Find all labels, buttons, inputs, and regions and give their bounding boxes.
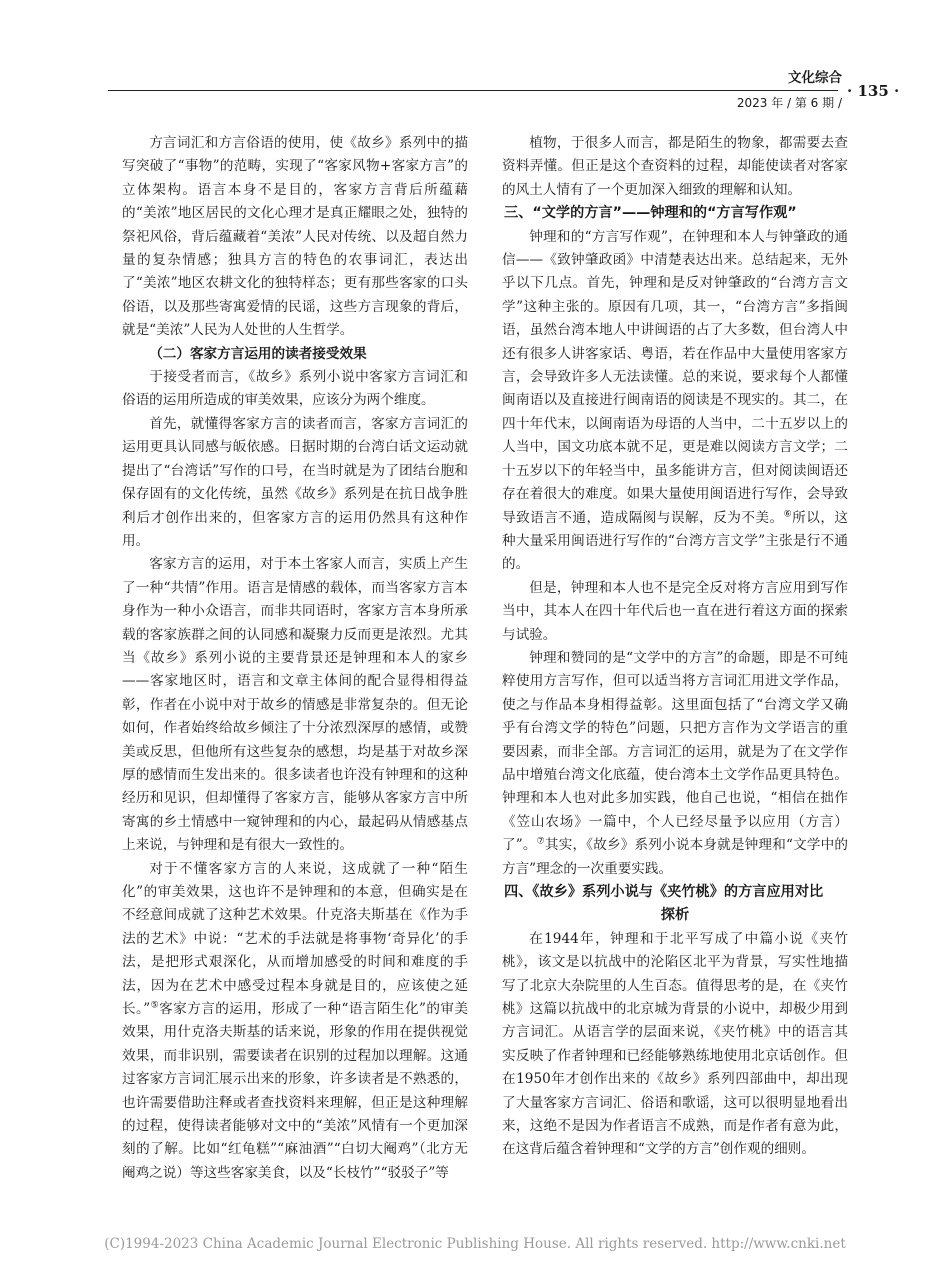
paragraph xyxy=(122,858,468,1186)
page-number: · 135 · xyxy=(847,82,900,100)
copyright-footer: (C)1994-2023 China Academic Journal Electronic Publishing House. All rights reserved. http://www.cnki.net xyxy=(104,1236,846,1252)
paragraph: 首先，就懂得客家方言的读者而言，客家方言词汇的运用更具认同感与皈依感。日据时期的台湾白话文运动就提出了“台湾话”写作的口号，在当时就是为了团结台胞和保存固有的文化传统，虽然《故乡》系列是在抗日战争胜利后才创作出来的，但客家方言的运用仍然具有这种作用。 xyxy=(122,415,468,549)
right-column xyxy=(502,132,848,1162)
footnote-marker: ⑤ xyxy=(150,1000,160,1011)
paragraph: 方言词汇和方言俗语的使用，使《故乡》系列中的描写突破了“事物”的范畴，实现了“客家风物+客家方言”的立体架构。语言本身不是目的，客家方言背后所蕴藉的“美浓”地区居民的文化心理才是真正耀眼之处，独特的祭祀风俗，背后蕴藏着“美浓”人民对传统、以及超自然力量的复杂情感；独具方言的特色的农事词汇，表达出了“美浓”地区农耕文化的独特样态；更有那些客家的口头俗语，以及那些寄寓爱情的民谣，这些方言现象的背后，就是“美浓”人民为人处世的人生哲学。 xyxy=(122,135,468,339)
paragraph xyxy=(502,647,848,881)
paragraph-text: 客家方言的运用，形成了一种“语言陌生化”的审美效果，用什克洛夫斯基的话来说，形象的作用在提供视觉效果，而非识别，需要读者在识别的过程加以理解。这通过客家方言词汇展示出来的形象，许多读者是不熟悉的，也许需要借助注释或者查找资料来理解，但正是这种理解的过程，使得读者能够对文中的“美浓”风情有一个更加深刻的了解。比如“红龟糕”“麻油酒”“白切大阉鸡”（北方无阉鸡之说）等这些客家美食，以及“长枝竹”“驳驳子”等 xyxy=(122,1001,468,1181)
left-column xyxy=(122,132,468,1185)
paragraph xyxy=(502,226,848,577)
paragraph: 于接受者而言，《故乡》系列小说中客家方言词汇和俗语的运用所造成的审美效果，应该分为两个维度。 xyxy=(122,369,468,409)
paragraph: 客家方言的运用，对于本土客家人而言，实质上产生了一种“共情”作用。语言是情感的载体，而当客家方言本身作为一种小众语言，而非共同语时，客家方言本身所承载的客家族群之间的认同感和凝聚力反而更是浓烈。尤其当《故乡》系列小说的主要背景还是钟理和本人的家乡——客家地区时，语言和文章主体间的配合显得相得益彰，作者在小说中对于故乡的情感是非常复杂的。但无论如何，作者始终给故乡倾注了十分浓烈深厚的感情，或赞美或反思，但他所有这些复杂的感想，均是基于对故乡深厚的感情而生发出来的。很多读者也许没有钟理和的这种经历和见识，但却懂得了客家方言，能够从客家方言中所寄寓的乡土情感中一窥钟理和的内心，最起码从情感基点上来说，与钟理和是有很大一致性的。 xyxy=(122,556,468,854)
footnote-marker: ⑦ xyxy=(536,836,545,847)
paragraph-text: 对于不懂客家方言的人来说，这成就了一种“陌生化”的审美效果，这也许不是钟理和的本意，但确实是在不经意间成就了这种艺术效果。什克洛夫斯基在《作为手法的艺术》中说：“艺术的手法就是将事物‘奇异化’的手法，是把形式艰深化，从而增加感受的时间和难度的手法，因为在艺术中感受过程本身就是目的，应该使之延长。” xyxy=(122,860,468,1018)
footnote-marker: ⑥ xyxy=(783,508,793,519)
paragraph-text: 钟理和的“方言写作观”，在钟理和本人与钟肇政的通信——《致钟肇政函》中清楚表达出来。总结起来，无外乎以下几点。首先，钟理和是反对钟肇政的“台湾方言文学”这种主张的。原因有几项，其一，“台湾方言”多指闽语，虽然台湾本地人中讲闽语的占了大多数，但台湾人中还有很多人讲客家话、粤语，若在作品中大量使用客家方言，会导致许多人无法读懂。总的来说，要求每个人都懂闽南语以及直接进行闽南语的阅读是不现实的。其二，在四十年代末，以闽南语为母语的人当中，二十五岁以上的人当中，国文功底本就不足，更是难以阅读方言文学；二十五岁以下的年轻当中，虽多能讲方言，但对阅读闽语还存在着很大的难度。如果大量使用闽语进行写作，会导致导致语言不通，造成隔阂与误解，反为不美。 xyxy=(502,228,848,526)
paragraph-text: 钟理和赞同的是“文学中的方言”的命题，即是不可纯粹使用方言写作，但可以适当将方言词汇用进文学作品，使之与作品本身相得益彰。这里面包括了“台湾文学又确乎有台湾文学的特色”问题，只把方言作为文学语言的重要因素，而非全部。方言词汇的运用，就是为了在文学作品中增殖台湾文化底蕴，使台湾本土文学作品更具特色。钟理和本人也对此多加实践，他自己也说，“相信在拙作《笠山农场》一篇中，个人已经尽量予以应用（方言）了”。 xyxy=(502,649,848,854)
subsection-heading: （二）客家方言运用的读者接受效果 xyxy=(149,345,367,362)
issue-label: 2023 年 / 第 6 期 / xyxy=(736,96,842,110)
section-heading: 三、“文学的方言”——钟理和的“方言写作观” xyxy=(504,205,797,222)
paragraph: 在1944年，钟理和于北平写成了中篇小说《夹竹桃》，该文是以抗战中的沦陷区北平为背景，写实性地描写了北京大杂院里的人生百态。值得思考的是，在《夹竹桃》这篇以抗战中的北京城为背景的小说中，却极少用到方言词汇。从语言学的层面来说，《夹竹桃》中的语言其实反映了作者钟理和已经能够熟练地使用北京话创作。但在1950年才创作出来的《故乡》系列四部曲中，却出现了大量客家方言词汇、俗语和歌谣，这可以很明显地看出来，这绝不是因为作者语言不成熟，而是作者有意为此，在这背后蕴含着钟理和“文学的方言”创作观的细则。 xyxy=(502,930,848,1158)
header-rule xyxy=(108,90,838,91)
paragraph: 植物，于很多人而言，都是陌生的物象，都需要去查资料弄懂。但正是这个查资料的过程，却能使读者对客家的风土人情有了一个更加深入细致的理解和认知。 xyxy=(502,135,848,198)
paragraph-text: 所以，这种大量采用闽语进行写作的“台湾方言文学”主张是行不通的。 xyxy=(502,509,849,573)
journal-name: 文化综合 xyxy=(788,70,842,86)
paragraph: 但是，钟理和本人也不是完全反对将方言应用到写作当中，其本人在四十年代后也一直在进行着这方面的探索与试验。 xyxy=(502,579,848,643)
section-heading-continued: 探析 xyxy=(660,907,690,924)
section-heading: 四、《故乡》系列小说与《夹竹桃》的方言应用对比 xyxy=(504,884,824,900)
paragraph-text: 其实，《故乡》系列小说本身就是钟理和“文学中的方言”理念的一次重要实践。 xyxy=(502,837,848,877)
